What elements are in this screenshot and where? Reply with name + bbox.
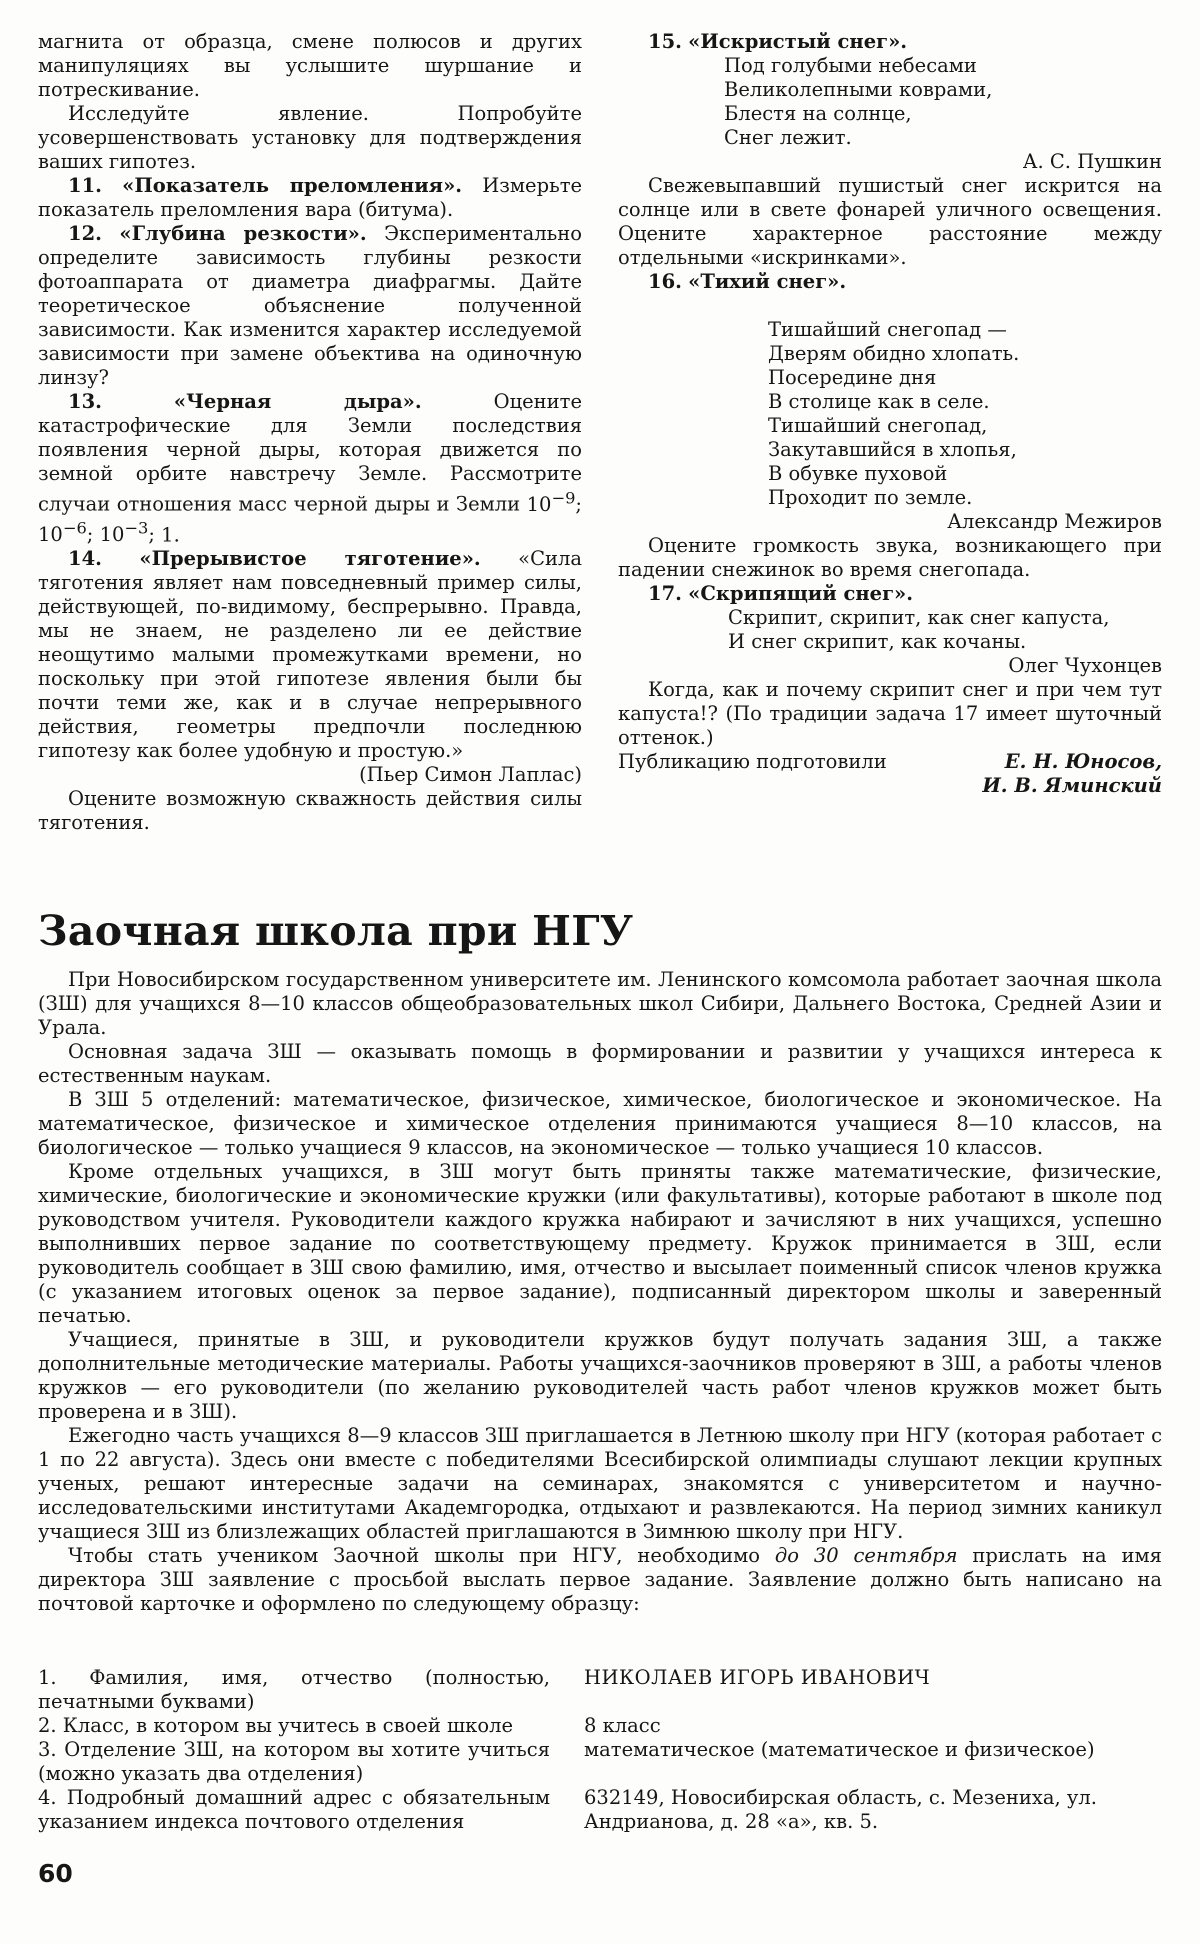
- poem-line: Посередине дня: [768, 366, 937, 389]
- task-14: [38, 547, 582, 763]
- task-text: Свежевыпавший пушистый снег искрится на солнце или в свете фонарей уличного освещения. Оцените характерное расстояние между отдельными «искринками».: [618, 174, 1162, 269]
- task-text: Оцените катастрофические для Земли последствия появления черной дыры, которая движется по земной орбите навстречу Земле. Рассмотрите случаи отношения масс черной дыры и Земли: [38, 390, 582, 516]
- task-text: Когда, как и почему скрипит снег и при чем тут капуста!? (По традиции задача 17 имеет шуточный оттенок.): [618, 678, 1162, 749]
- poem: [618, 54, 1162, 150]
- paragraph: Основная задача ЗШ — оказывать помощь в формировании и развитии у учащихся интереса к естественным наукам.: [38, 1040, 1162, 1087]
- paragraph: В ЗШ 5 отделений: математическое, физическое, химическое, биологическое и экономическое. На математическое, физическое и химическое отделения принимаются учащиеся 8—10 классов, на биологическое — только учащиеся 9 классов, на экономическое — только учащиеся 10 классов.: [38, 1088, 1162, 1159]
- task-text: Оцените возможную скважность действия силы тяготения.: [38, 787, 582, 834]
- task-12: [38, 222, 582, 390]
- poem-author: Александр Межиров: [947, 510, 1162, 533]
- task-title: «Скрипящий снег».: [688, 582, 913, 605]
- form-row: [38, 1666, 1162, 1714]
- credits-names: Е. Н. Юносов,: [1004, 750, 1162, 773]
- task-title: «Показатель преломления».: [122, 174, 463, 197]
- poem-line: Блестя на солнце,: [724, 102, 912, 125]
- task-text: Экспериментально определите зависимость глубины резкости фотоаппарата от диаметра диафрагмы. Дайте теоретическое объяснение полученной зависимости. Как изменится характер исследуемой зависимости при замене объектива на одиночную линзу?: [38, 222, 583, 389]
- mass-ratio: $10^{-9}$;: [526, 488, 582, 516]
- paragraph: Исследуйте явление. Попробуйте усовершенствовать установку для подтверждения ваших гипотез.: [38, 102, 582, 173]
- poem-line: Снег лежит.: [724, 126, 852, 149]
- task-number: 14.: [68, 547, 102, 570]
- quote-attribution: (Пьер Симон Лаплас): [359, 763, 582, 786]
- form-value: математическое (математическое и физическое): [584, 1738, 1095, 1761]
- paragraph: магнита от образца, смене полюсов и других манипуляциях вы услышите шуршание и потрескивание.: [38, 30, 582, 101]
- poem-line: Великолепными коврами,: [724, 78, 993, 101]
- form-row: [38, 1714, 1162, 1738]
- poem-line: Под голубыми небесами: [724, 54, 977, 77]
- form-row: [38, 1738, 1162, 1786]
- task-16-heading: [618, 270, 1162, 294]
- school-article: [38, 968, 1162, 1616]
- paragraph: Ежегодно часть учащихся 8—9 классов ЗШ приглашается в Летнюю школу при НГУ (которая работает с 1 по 22 августа). Здесь они вместе с победителями Всесибирской олимпиады слушают лекции крупных ученых, решают интересные задачи на семинарах, знакомятся с университетом и научно-исследовательскими институтами Академгородка, отдыхают и развлекаются. На период зимних каникул учащиеся ЗШ из близлежащих областей приглашаются в Зимнюю школу при НГУ.: [38, 1424, 1162, 1543]
- mass-ratio: 1.: [161, 523, 180, 546]
- task-number: 17.: [648, 582, 682, 605]
- paragraph: Учащиеся, принятые в ЗШ, и руководители кружков будут получать задания ЗШ, а также дополнительные методические материалы. Работы учащихся-заочников проверяют в ЗШ, а работы членов кружков — его руководители (по желанию руководителей часть работ членов кружков может быть проверена и в ЗШ).: [38, 1328, 1162, 1423]
- poem-author: А. С. Пушкин: [1022, 150, 1162, 173]
- credits: [618, 750, 1162, 774]
- form-value: 8 класс: [584, 1714, 661, 1737]
- task-17-heading: [618, 582, 1162, 606]
- task-number: 15.: [648, 30, 682, 53]
- form-value: НИКОЛАЕВ ИГОРЬ ИВАНОВИЧ: [584, 1666, 931, 1689]
- poem-line: Тишайший снегопад,: [768, 414, 988, 437]
- task-quote: «Сила тяготения являет нам повседневный пример силы, действующей, по-видимому, беспрерывно. Правда, мы не знаем, не разделено ли ее действие неощутимо малыми промежутками времени, но поскольку при этой гипотезе явления были бы почти теми же, как и в случае непрерывного действия, геометры предпочли последнюю гипотезу как более удобную и простую.»: [38, 547, 583, 762]
- poem-line: Закутавшийся в хлопья,: [768, 438, 1017, 461]
- mass-ratio: $10^{-6}$;: [38, 518, 94, 546]
- poem-line: Тишайший снегопад —: [768, 318, 1007, 341]
- task-11: [38, 174, 582, 222]
- task-text: Оцените громкость звука, возникающего при падении снежинок во время снегопада.: [618, 534, 1162, 581]
- form-value: 632149, Новосибирская область, с. Мезениха, ул. Андрианова, д. 28 «а», кв. 5.: [584, 1786, 1097, 1833]
- form-label: 3. Отделение ЗШ, на котором вы хотите учиться (можно указать два отделения): [38, 1738, 550, 1785]
- poem-line: В столице как в селе.: [768, 390, 990, 413]
- poem-author: Олег Чухонцев: [1008, 654, 1162, 677]
- paragraph: При Новосибирском государственном университете им. Ленинского комсомола работает заочная школа (ЗШ) для учащихся 8—10 классов общеобразовательных школ Сибири, Дальнего Востока, Средней Азии и Урала.: [38, 968, 1162, 1039]
- credits-names: И. В. Яминский: [982, 774, 1162, 797]
- paragraph: Чтобы стать учеником Заочной школы при НГУ, необходимо до 30 сентября прислать на имя директора ЗШ заявление с просьбой выслать первое задание. Заявление должно быть написано на почтовой карточке и оформлено по следующему образцу:: [38, 1544, 1162, 1615]
- task-13: [38, 390, 582, 547]
- task-15-heading: [618, 30, 1162, 54]
- task-title: «Искристый снег».: [688, 30, 908, 53]
- application-form-sample: [38, 1666, 1162, 1834]
- mass-ratio: $10^{-3}$;: [99, 518, 155, 546]
- task-title: «Черная дыра».: [173, 390, 422, 413]
- deadline: до 30 сентября: [774, 1544, 958, 1567]
- poem-line: И снег скрипит, как кочаны.: [728, 630, 1027, 653]
- form-label: 4. Подробный домашний адрес с обязательным указанием индекса почтового отделения: [38, 1786, 550, 1833]
- left-column: [38, 30, 582, 835]
- task-title: «Глубина резкости».: [119, 222, 367, 245]
- paragraph: Кроме отдельных учащихся, в ЗШ могут быть приняты также математические, физические, химические, биологические и экономические кружки (или факультативы), которые работают в школе под руководством учителя. Руководители каждого кружка набирают и зачисляют в них учащихся, успешно выполнивших первое задание по соответствующему предмету. Кружок принимается в ЗШ, если руководитель сообщает в ЗШ свою фамилию, имя, отчество и высылает поименный список членов кружка (с указанием итоговых оценок за первое задание), подписанный директором школы и заверенный печатью.: [38, 1160, 1162, 1327]
- credits-label: Публикацию подготовили: [618, 750, 887, 773]
- form-row: [38, 1786, 1162, 1834]
- task-text: Измерьте показатель преломления вара (битума).: [38, 174, 583, 221]
- task-title: «Тихий снег».: [688, 270, 847, 293]
- task-number: 16.: [648, 270, 682, 293]
- poem: [618, 318, 1162, 510]
- task-number: 13.: [68, 390, 102, 413]
- poem-line: Дверям обидно хлопать.: [768, 342, 1020, 365]
- form-label: 1. Фамилия, имя, отчество (полностью, печатными буквами): [38, 1666, 550, 1713]
- task-title: «Прерывистое тяготение».: [139, 547, 481, 570]
- poem-line: Скрипит, скрипит, как снег капуста,: [728, 606, 1110, 629]
- task-number: 11.: [68, 174, 102, 197]
- task-number: 12.: [68, 222, 102, 245]
- poem-line: Проходит по земле.: [768, 486, 973, 509]
- page-number: 60: [38, 1859, 73, 1888]
- poem-line: В обувке пуховой: [768, 462, 948, 485]
- section-title: Заочная школа при НГУ: [38, 907, 634, 955]
- poem: [618, 606, 1162, 654]
- form-label: 2. Класс, в котором вы учитесь в своей школе: [38, 1714, 514, 1737]
- right-column: [618, 30, 1162, 798]
